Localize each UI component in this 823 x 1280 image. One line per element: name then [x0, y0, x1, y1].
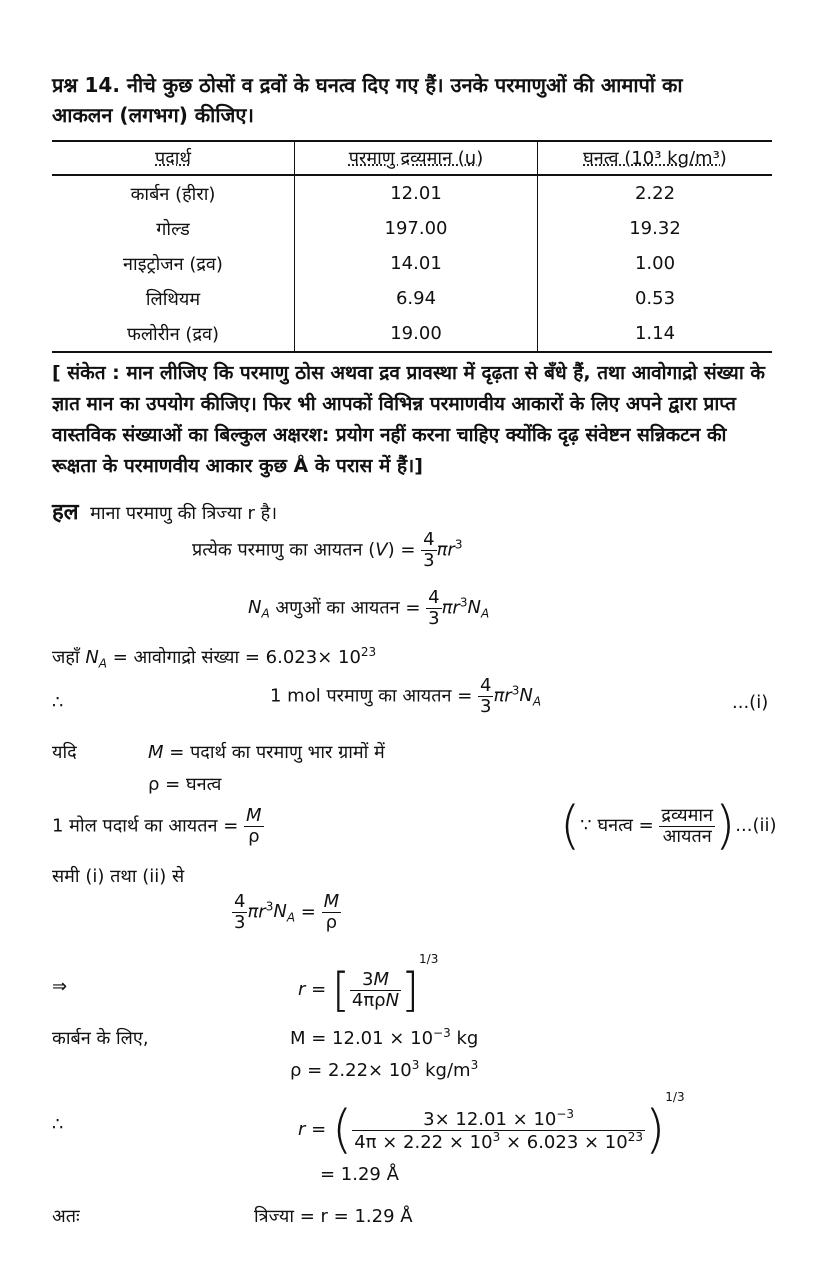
- header-density: घनत्व (10³ kg/m³): [538, 141, 773, 175]
- cell-density: 1.00: [538, 246, 773, 281]
- eq-number-i: ...(i): [732, 692, 769, 713]
- cell-mass: 12.01: [295, 175, 538, 211]
- combine-text: समी (i) तथा (ii) से: [52, 866, 185, 887]
- eq-radius-substitution: r = ( $\frac{3\times 12.01 \times 10^{-3}}{4\pi \times 2.22 \times 10^3 \times 6.023 \times 10^{23}}$ )$^{1/3}$: [298, 1090, 685, 1160]
- header-substance: पदार्थ: [52, 141, 295, 175]
- rho-definition: ρ = घनत्व: [148, 774, 222, 795]
- therefore-1: ∴: [52, 692, 64, 713]
- cell-density: 0.53: [538, 281, 773, 316]
- m-definition-text: पदार्थ का परमाणु भार ग्रामों में: [190, 742, 385, 763]
- cell-substance: कार्बन (हीरा): [130, 183, 216, 205]
- eq-mol-volume: 1 mol परमाणु का आयतन = $\frac{4}{3}$ $\pi r^3N_A$: [270, 675, 542, 717]
- eq-mole-volume-label: 1 मोल पदार्थ का आयतन: [52, 815, 218, 837]
- radius-result: = 1.29 Å: [320, 1164, 399, 1185]
- mass-word: द्रव्यमान: [661, 804, 713, 826]
- table-row: [52, 316, 772, 352]
- cell-substance: नाइट्रोजन (द्रव): [123, 253, 223, 275]
- eq-radius-formula: r = [ $\frac{3M}{\text{4πρN}}$ ]$^{1/3}$: [298, 952, 439, 1017]
- eq-na-volume-label: अणुओं का आयतन: [275, 597, 400, 619]
- avogadro-text: आवोगाद्रो संख्या = 6.023× 10: [133, 647, 361, 668]
- m-definition: M = पदार्थ का परमाणु भार ग्रामों में: [148, 742, 385, 763]
- eq-avogadro: जहाँ $N_A$ = आवोगाद्रो संख्या = $6.023\times 10^{23}$: [52, 645, 377, 671]
- eq-atom-volume-label: प्रत्येक परमाणु का आयतन: [192, 539, 363, 561]
- volume-word: आयतन: [662, 825, 712, 847]
- eq-atom-volume: प्रत्येक परमाणु का आयतन (V) = $\frac{4}{3}$ $\pi r^3$: [192, 529, 463, 571]
- cell-mass: 197.00: [295, 211, 538, 246]
- where-label: जहाँ: [52, 647, 80, 668]
- cell-mass: 6.94: [295, 281, 538, 316]
- carbon-rho-value: $\rho = 2.22\times 10^3$ $kg/m^3$: [290, 1058, 479, 1081]
- cell-mass: 19.00: [295, 316, 538, 352]
- carbon-m-value: $M = 12.01 \times 10^{-3}$ kg: [290, 1026, 479, 1049]
- therefore-2: ∴: [52, 1114, 64, 1135]
- radius-denominator: 4π × 2.22 × 10: [354, 1131, 493, 1153]
- cell-density: 2.22: [538, 175, 773, 211]
- radius-numerator: 3× 12.01 × 10: [423, 1108, 557, 1130]
- table-row: [52, 211, 772, 246]
- rho-definition-text: घनत्व: [185, 774, 222, 795]
- cell-substance: फलोरीन (द्रव): [52, 316, 295, 352]
- hence-label: अतः: [52, 1206, 80, 1227]
- question-label: प्रश्न 14.: [52, 73, 120, 97]
- solution-label: हल: [52, 500, 79, 525]
- if-label: यदि: [52, 742, 77, 763]
- question-line2: आकलन (लगभग) कीजिए।: [52, 103, 255, 127]
- cell-density: 19.32: [538, 211, 773, 246]
- radius-denominator-2: × 6.023 × 10: [505, 1131, 628, 1153]
- question: [52, 70, 683, 130]
- table-row: [52, 175, 772, 211]
- carbon-for: कार्बन के लिए,: [52, 1028, 149, 1049]
- table-header-row: [52, 141, 772, 175]
- final-radius: त्रिज्या = r = 1.29 Å: [254, 1206, 413, 1227]
- table-row: [52, 246, 772, 281]
- hint-paragraph: [ संकेत : मान लीजिए कि परमाणु ठोस अथवा द्रव प्रावस्था में दृढ़ता से बँधे हैं, तथा आवोगाद्रो संख्या के ज्ञात मान का उपयोग कीजिए। फिर भी आपकों विभिन्न परमाणवीय आकारों के लिए अपने द्वारा प्राप्त वास्तविक संख्याओं का बिल्कुल अक्षरश: प्रयोग नहीं करना चाहिए क्योंकि दृढ़ संवेष्टन सन्निकटन की रूक्षता के परमाणवीय आकार कुछ Å के परास में हैं।]: [52, 362, 765, 477]
- eq-mol-volume-label: 1 mol परमाणु का आयतन: [270, 685, 452, 707]
- density-label: ∵ घनत्व =: [580, 815, 654, 836]
- density-table: [52, 140, 772, 353]
- header-atomic-mass: परमाणु द्रव्यमान (u): [295, 141, 538, 175]
- cell-mass: 14.01: [295, 246, 538, 281]
- carbon-m-text: M = 12.01 × 10: [290, 1028, 434, 1049]
- density-definition: (∵ घनत्व = $\frac{\text{द्रव्यमान}}{\text{आयतन}}$ )...(ii): [560, 796, 777, 856]
- table-row: [52, 281, 772, 316]
- eq-mole-volume: 1 मोल पदार्थ का आयतन = $\frac{M}{\rho}$: [52, 805, 262, 847]
- carbon-m-unit: kg: [456, 1028, 479, 1049]
- eq-number-ii: ...(ii): [735, 815, 777, 836]
- carbon-rho-unit: kg/m: [425, 1060, 471, 1081]
- cell-density: 1.14: [538, 316, 773, 352]
- eq-combined: $\frac{4}{3}$ $\pi r^3N_A$ = $\frac{M}{\rho}$: [234, 891, 340, 933]
- cell-substance: लिथियम: [145, 288, 201, 310]
- cell-substance: गोल्ड: [156, 218, 190, 240]
- question-line1: नीचे कुछ ठोसों व द्रवों के घनत्व दिए गए हैं। उनके परमाणुओं की आमापों का: [126, 73, 683, 97]
- implies-symbol: ⇒: [52, 976, 68, 997]
- solution-intro-text: माना परमाणु की त्रिज्या r है।: [90, 503, 278, 524]
- eq-na-volume: $N_A$ अणुओं का आयतन = $\frac{4}{3}$ $\pi r^3N_A$: [248, 587, 490, 629]
- solution-intro: [52, 496, 277, 526]
- carbon-rho-text: ρ = 2.22× 10: [290, 1060, 412, 1081]
